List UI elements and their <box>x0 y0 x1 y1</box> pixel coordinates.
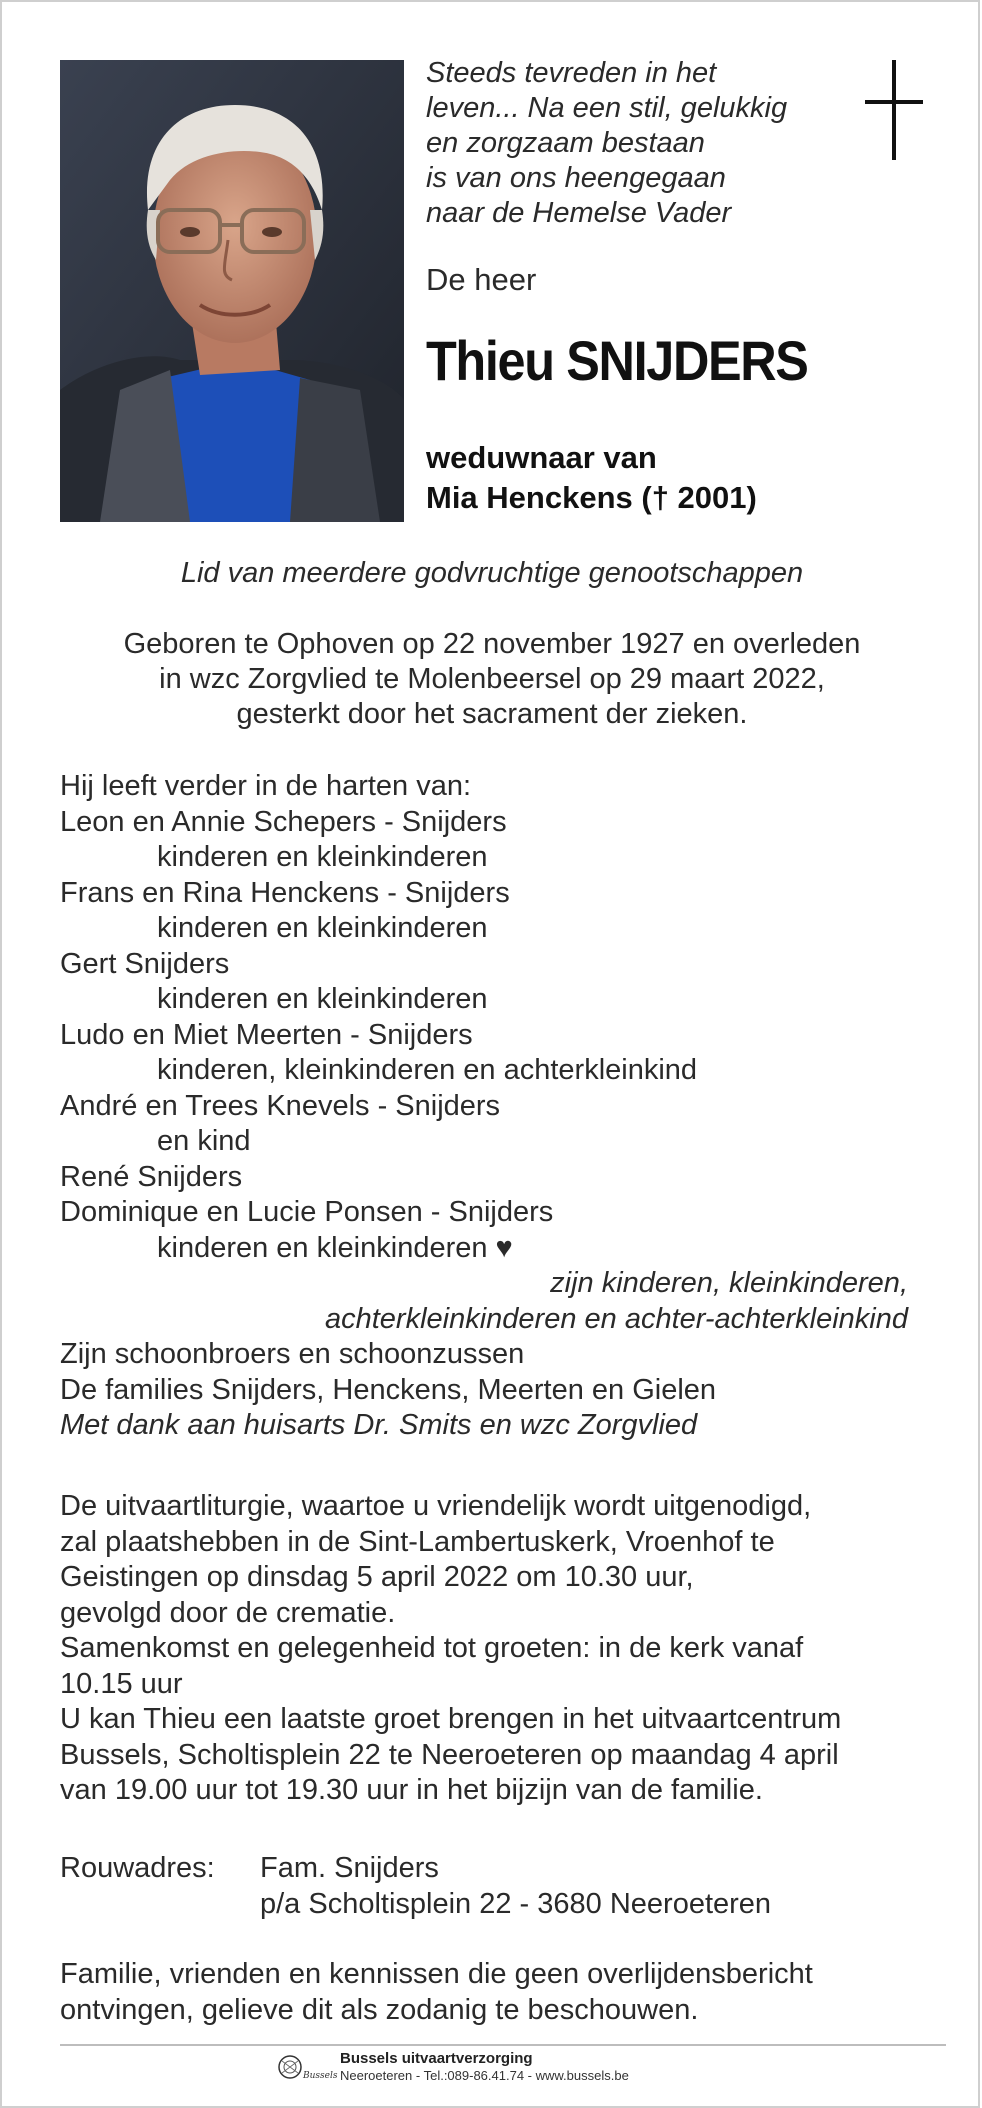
motto-line: leven... Na een stil, gelukkig <box>426 92 788 124</box>
footer <box>2 2050 982 2090</box>
family-member-sub: kinderen, kleinkinderen en achterkleinkind <box>157 1054 698 1086</box>
closing-notice <box>60 1957 940 2028</box>
family-member: Ludo en Miet Meerten - Snijders <box>60 1018 473 1051</box>
birth-line: Geboren te Ophoven op 22 november 1927 en overleden <box>123 628 861 660</box>
descendants-line: achterkleinkinderen en achter-achterkleinkind <box>324 1302 908 1335</box>
ceremony-line: zal plaatshebben in de Sint-Lambertuskerk, Vroenhof te <box>60 1525 775 1558</box>
family-list <box>60 769 940 1444</box>
spouse-name: Mia Henckens († 2001) <box>426 480 757 515</box>
ceremony-line: 10.15 uur <box>60 1667 183 1700</box>
footer-company: Bussels uitvaartverzorging <box>340 2050 533 2067</box>
thanks-line: Met dank aan huisarts Dr. Smits en wzc Zorgvlied <box>60 1409 698 1441</box>
motto-line: is van ons heengegaan <box>426 162 726 194</box>
family-member-sub: kinderen en kleinkinderen ♥ <box>157 1231 513 1264</box>
widower-info <box>426 438 757 518</box>
ceremony-line: Samenkomst en gelegenheid tot groeten: in de kerk vanaf <box>60 1632 804 1664</box>
families-line: De families Snijders, Henckens, Meerten en Gielen <box>60 1373 717 1406</box>
motto-line: naar de Hemelse Vader <box>426 197 732 229</box>
inlaws-line: Zijn schoonbroers en schoonzussen <box>60 1338 525 1370</box>
address-line: Fam. Snijders <box>260 1852 439 1884</box>
footer-contact: Neeroeteren - Tel.:089-86.41.74 - www.bussels.be <box>340 2068 629 2083</box>
family-intro: Hij leeft verder in de harten van: <box>60 770 472 802</box>
family-member: Frans en Rina Henckens - Snijders <box>60 876 510 909</box>
funeral-home-logo <box>276 2052 338 2086</box>
notice-line: ontvingen, gelieve dit als zodanig te beschouwen. <box>60 1993 699 2026</box>
portrait-photo <box>60 60 404 522</box>
society-membership: Lid van meerdere godvruchtige genootschappen <box>180 557 804 589</box>
logo-text: Bussels <box>303 2071 338 2081</box>
descendants-line: zijn kinderen, kleinkinderen, <box>550 1267 908 1299</box>
family-member: Leon en Annie Schepers - Snijders <box>60 805 507 838</box>
motto-line: Steeds tevreden in het <box>426 57 717 89</box>
birth-death-info <box>2 627 982 732</box>
notice-line: Familie, vrienden en kennissen die geen overlijdensbericht <box>60 1958 813 1990</box>
ceremony-info <box>60 1489 940 1809</box>
motto-line: en zorgzaam bestaan <box>426 127 705 159</box>
family-member-sub: en kind <box>157 1125 251 1157</box>
motto <box>426 56 846 231</box>
ceremony-line: van 19.00 uur tot 19.30 uur in het bijzijn van de familie. <box>60 1774 763 1806</box>
family-member-sub: kinderen en kleinkinderen <box>157 841 488 873</box>
ceremony-line: Geistingen op dinsdag 5 april 2022 om 10.30 uur, <box>60 1561 694 1593</box>
widower-line: weduwnaar van <box>426 440 657 475</box>
honorific: De heer <box>426 262 537 297</box>
address-line: p/a Scholtisplein 22 - 3680 Neeroeteren <box>260 1888 772 1920</box>
ceremony-line: gevolgd door de crematie. <box>60 1596 396 1629</box>
address-label: Rouwadres: <box>60 1852 215 1884</box>
family-member-sub: kinderen en kleinkinderen <box>157 983 488 1015</box>
portrait-illustration <box>60 60 404 522</box>
family-member: René Snijders <box>60 1160 243 1193</box>
family-member: Gert Snijders <box>60 947 230 980</box>
birth-line: in wzc Zorgvlied te Molenbeersel op 29 maart 2022, <box>159 663 825 695</box>
birth-line: gesterkt door het sacrament der zieken. <box>236 698 748 730</box>
family-member: Dominique en Lucie Ponsen - Snijders <box>60 1196 554 1228</box>
family-member: André en Trees Knevels - Snijders <box>60 1089 501 1122</box>
ceremony-line: Bussels, Scholtisplein 22 te Neeroeteren op maandag 4 april <box>60 1738 839 1771</box>
family-member-sub: kinderen en kleinkinderen <box>157 912 488 944</box>
deceased-name: Thieu SNIJDERS <box>426 329 808 392</box>
footer-divider <box>60 2044 946 2046</box>
ceremony-line: De uitvaartliturgie, waartoe u vriendelijk wordt uitgenodigd, <box>60 1490 812 1522</box>
ceremony-line: U kan Thieu een laatste groet brengen in het uitvaartcentrum <box>60 1703 842 1735</box>
cross-icon <box>865 60 923 160</box>
